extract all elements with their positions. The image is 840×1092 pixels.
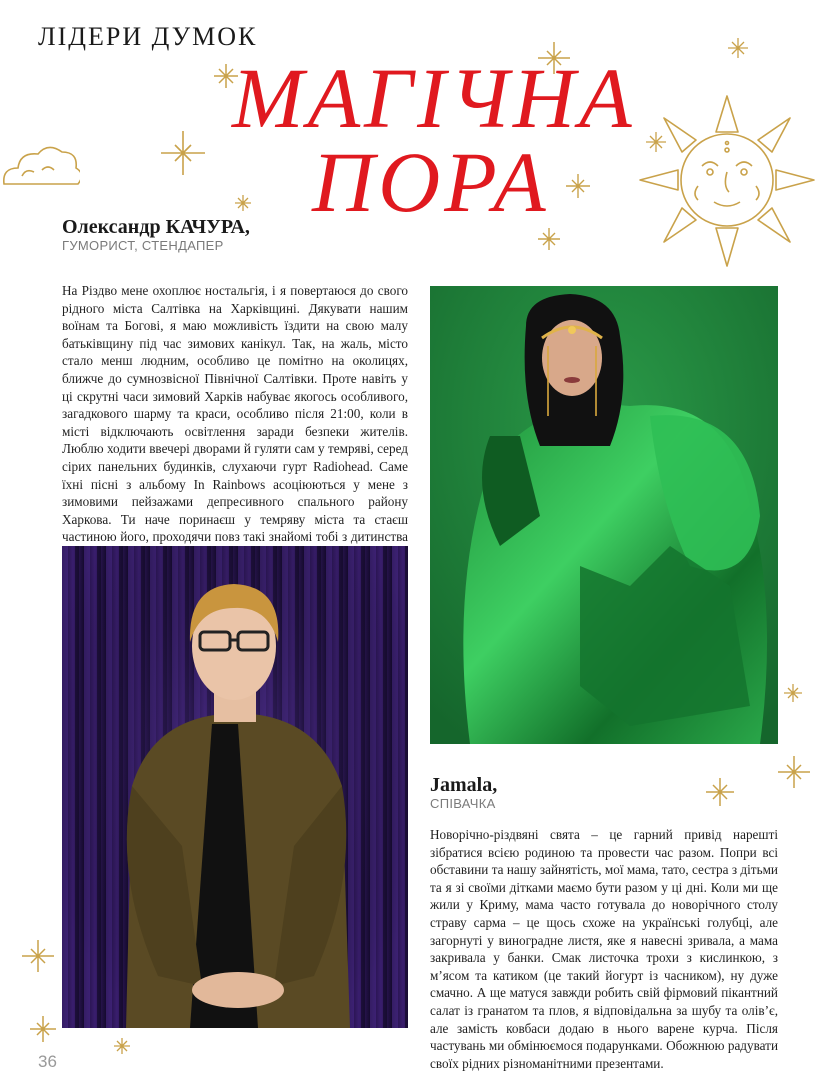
person1-role: ГУМОРИСТ, СТЕНДАПЕР xyxy=(62,238,224,253)
photo-kachura xyxy=(62,546,408,1028)
star-icon xyxy=(234,194,252,212)
star-icon xyxy=(782,682,804,704)
star-icon xyxy=(726,36,750,60)
sun-icon xyxy=(632,88,822,273)
person2-role: СПІВАЧКА xyxy=(430,796,496,811)
star-icon xyxy=(112,1036,132,1056)
person1-name: Олександр КАЧУРА, xyxy=(62,216,250,238)
title-line-1: МАГІЧНА xyxy=(232,50,636,146)
star-icon xyxy=(28,1014,58,1044)
page-number: 36 xyxy=(38,1052,57,1071)
person1-text: На Різдво мене охоплює ностальгія, і я повертаюся до свого рідного міста Салтівка на Харківщині. Дякувати нашим воїнам та Богові, я маю можливість їздити на свою малу батьківщину під час зимових канікул. Так, на жаль, місто стало менш людним, особливо це помітно на околицях, ближче до сумнозвісної Північної Салтівки. Проте навіть у ці скрутні часи зимовий Харків набуває якогось особливого, загадкового шарму та краси, особливо після 21:00, коли в місті відключають освітлення заради безпеки жителів. Люблю ходити ввечері дворами й гуляти сам у темряві, серед сірих панельних будинків, слухаючи гурт Radiohead. Саме їхні пісні з альбому In Rainbows асоціюються у мене з зимовими пейзажами депресивного спального району Харкова. Ти наче поринаєш у темряву міста та стаєш частиною його, проходячи повз такі знайомі тобі з дитинства xyxy=(62,283,408,545)
star-icon xyxy=(212,62,240,90)
star-icon xyxy=(704,776,736,808)
star-icon xyxy=(536,226,562,252)
star-icon xyxy=(20,938,56,974)
section-label: ЛІДЕРИ ДУМОК xyxy=(38,22,258,51)
title-line-2: ПОРА xyxy=(312,134,550,230)
person2-name: Jamala, xyxy=(430,774,498,796)
star-icon xyxy=(644,130,668,154)
star-icon xyxy=(564,172,592,200)
star-icon xyxy=(160,130,206,176)
star-icon xyxy=(536,40,572,76)
star-icon xyxy=(776,754,812,790)
photo-jamala xyxy=(430,286,778,744)
person2-text: Новорічно-різдвяні свята – це гарний привід нарешті зібратися всією родиною та провести час разом. Попри всі обставини та нашу зайнятість, мої мама, тато, сестра з дітьми та я зі своїми дітками маємо бути разом у ці дні. Коли ми ще жили у Криму, мама часто готувала до новорічного столу страву сарма – це щось схоже на українські голубці, але загорнуті у виноградне листя, яке я навесні зривала, а мама закривала у банки. Смак листочка трохи з кислинкою, з м’ясом та катиком (це такий йогурт із часником), ну дуже смачно. А ще матуся завжди робить свій фірмовий пікантний салат із гранатом та плов, я відповідальна за шубу та олів’є, але замість ковбаси додаю в нього варене курча. Після частувань ми обмінюємося подарунками. Обожнюю радувати своїх рідних різноманітними презентами. xyxy=(430,827,778,1071)
cloud-icon xyxy=(0,140,80,200)
